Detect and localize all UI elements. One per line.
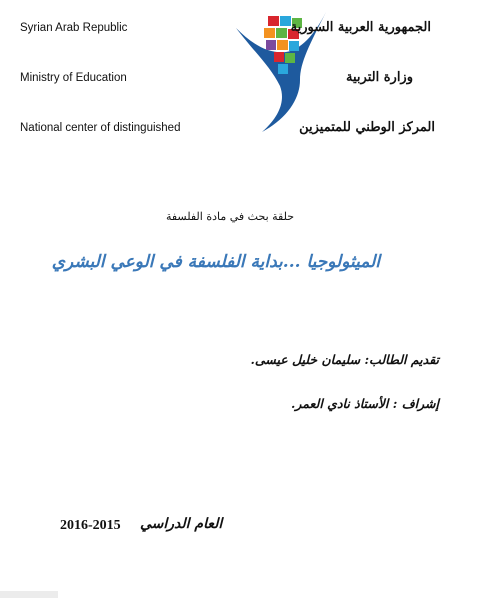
academic-year-value: 2016-2015 — [60, 518, 121, 533]
arabic-country-name: الجمهورية العربية السورية — [290, 20, 431, 35]
page-edge-marker — [0, 591, 58, 598]
student-line: تقديم الطالب: سليمان خليل عيسى. — [250, 352, 439, 367]
arabic-ministry-name: وزارة التربية — [346, 70, 413, 85]
english-center-name: National center of distinguished — [20, 122, 181, 134]
academic-year-label: العام الدراسي — [140, 516, 223, 532]
english-ministry-name: Ministry of Education — [20, 72, 127, 84]
arabic-center-name: المركز الوطني للمتميزين — [299, 120, 435, 135]
supervisor-line: إشراف : الأستاذ نادي العمر. — [291, 396, 439, 411]
research-title: الميثولوجيا ...بداية الفلسفة في الوعي البشري — [51, 252, 380, 272]
research-subtitle: حلقة بحث في مادة الفلسفة — [165, 210, 295, 223]
english-country-name: Syrian Arab Republic — [20, 22, 128, 34]
